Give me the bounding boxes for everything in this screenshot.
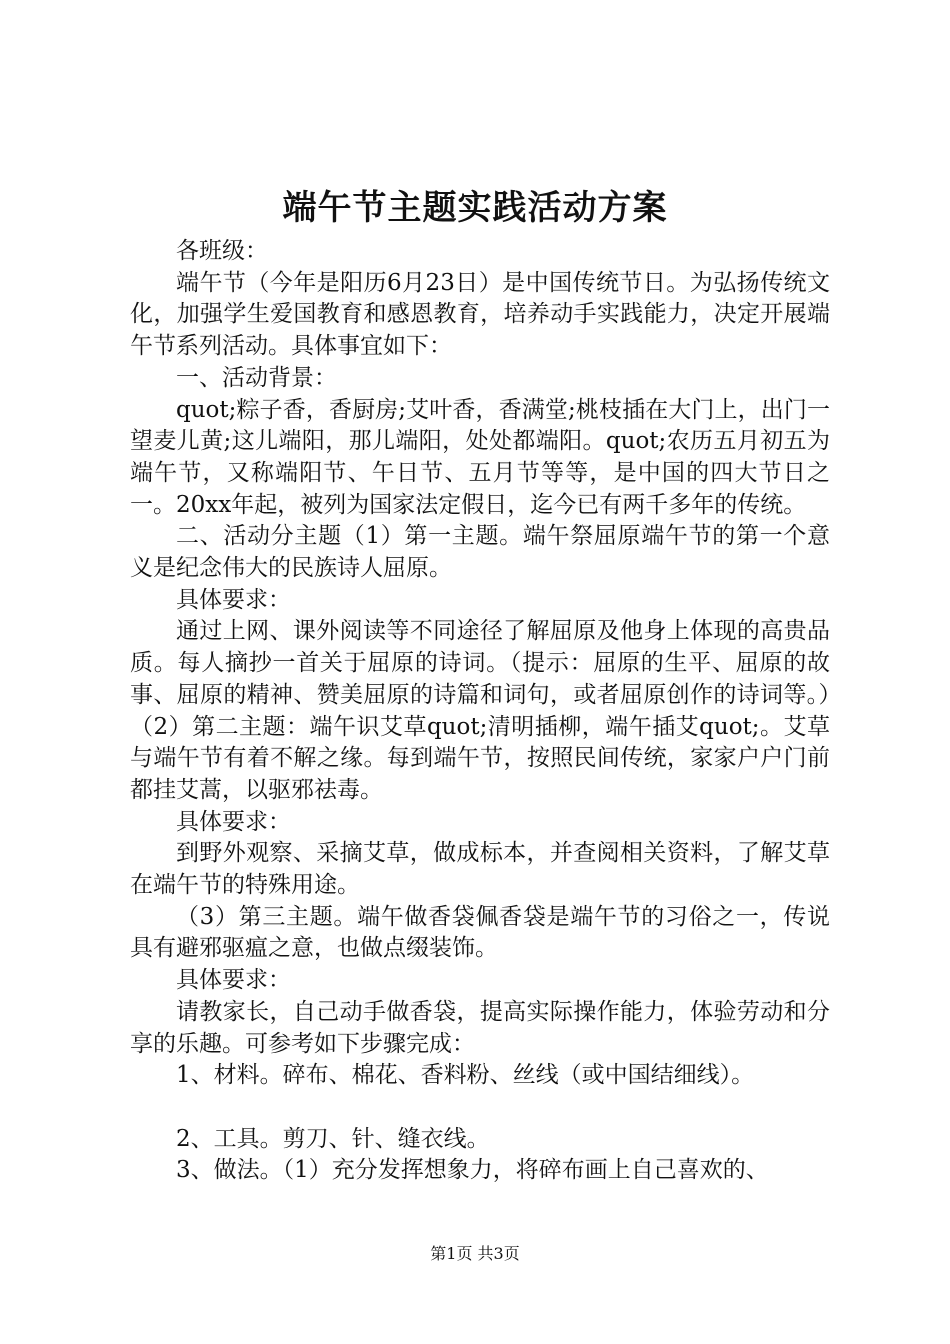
paragraph: 端午节（今年是阳历6月23日）是中国传统节日。为弘扬传统文化，加强学生爱国教育和感恩教育，培养动手实践能力，决定开展端午节系列活动。具体事宜如下： — [130, 269, 830, 360]
paragraph: 请教家长，自己动手做香袋，提高实际操作能力，体验劳动和分享的乐趣。可参考如下步骤完成： — [130, 998, 830, 1057]
paragraph: 具体要求： — [176, 586, 291, 613]
document-body — [130, 236, 830, 1187]
list-item: 3、做法。（1）充分发挥想象力，将碎布画上自己喜欢的、 — [176, 1157, 769, 1184]
paragraph: 到野外观察、采摘艾草，做成标本，并查阅相关资料，了解艾草在端午节的特殊用途。 — [130, 840, 830, 899]
page-footer: 第1页 共3页 — [430, 1244, 520, 1263]
paragraph: 具体要求： — [176, 967, 291, 994]
section-heading: 一、活动背景： — [176, 364, 337, 391]
paragraph: 各班级： — [176, 238, 268, 264]
list-item: 2、工具。剪刀、针、缝衣线。 — [176, 1125, 490, 1152]
document-title: 端午节主题实践活动方案 — [282, 188, 668, 228]
paragraph: 通过上网、课外阅读等不同途径了解屈原及他身上体现的高贵品质。每人摘抄一首关于屈原的诗词。（提示：屈原的生平、屈原的故事、屈原的精神、赞美屈原的诗篇和词句，或者屈原创作的诗词等。）（2）第二主题：端午识艾草quot;清明插柳，端午插艾quot;。艾草与端午节有着不解之缘。每到端午节，按照民间传统，家家户户门前都挂艾蒿，以驱邪祛毒。 — [130, 618, 830, 803]
paragraph: 具体要求： — [176, 808, 291, 835]
section-heading: 二、活动分主题（1）第一主题。端午祭屈原端午节的第一个意义是纪念伟大的民族诗人屈原。 — [130, 523, 830, 582]
paragraph: （3）第三主题。端午做香袋佩香袋是端午节的习俗之一，传说具有避邪驱瘟之意，也做点缀装饰。 — [130, 903, 830, 962]
list-item: 1、材料。碎布、棉花、香料粉、丝线（或中国结细线）。 — [176, 1062, 755, 1089]
paragraph: quot;粽子香，香厨房;艾叶香，香满堂;桃枝插在大门上，出门一望麦儿黄;这儿端阳，那儿端阳，处处都端阳。quot;农历五月初五为端午节，又称端阳节、午日节、五月节等等，是中国的四大节日之一。20xx年起，被列为国家法定假日，迄今已有两千多年的传统。 — [130, 396, 830, 518]
